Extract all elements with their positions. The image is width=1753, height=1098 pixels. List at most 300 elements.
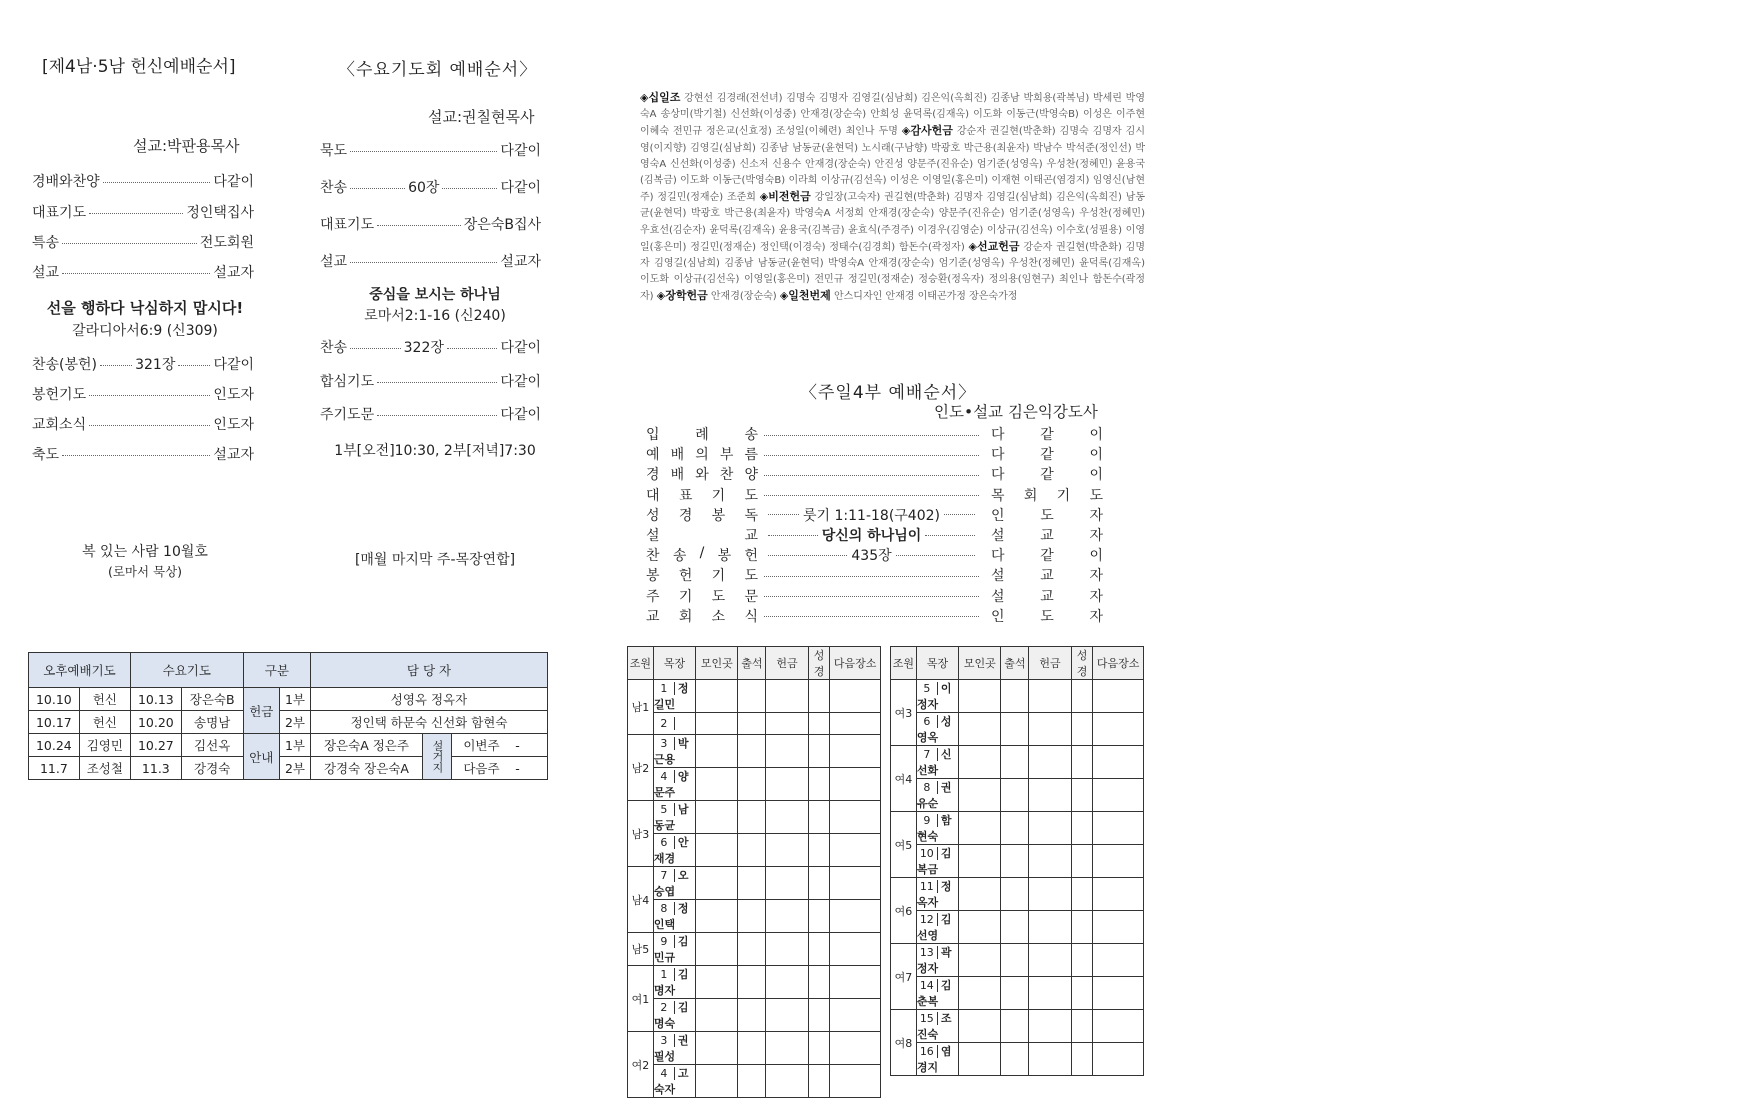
sec1-sermon-ref: 갈라디아서6:9 (신309): [72, 323, 218, 339]
member-number: 4: [654, 1067, 675, 1080]
member-number: 13: [917, 946, 938, 959]
member-name: 김복금: [916, 847, 952, 876]
member-name: 조진숙: [916, 1012, 952, 1041]
dot-leader: [89, 395, 210, 396]
duty-name: 헌신: [79, 711, 130, 734]
group-blank-cell: [808, 801, 830, 834]
dot-leader: [768, 535, 818, 536]
order-item-value: 다같이: [500, 340, 542, 356]
group-blank-cell: [1001, 812, 1029, 845]
group-label: 여2: [628, 1032, 654, 1098]
service-row: [646, 545, 1103, 565]
service-item-char: 기: [1056, 487, 1071, 504]
duty-date: 10.13: [130, 688, 181, 711]
duty-date: 10.27: [130, 734, 181, 757]
group-header-cell: 성경: [808, 647, 830, 680]
service-item-char: 소: [711, 608, 726, 625]
service-item-char: 배: [670, 467, 685, 484]
order-item-label: 축도: [32, 447, 60, 463]
order-item-label: 주기도문: [320, 407, 375, 423]
group-header-cell: 다음장소: [1093, 647, 1144, 680]
service-item-char: 양: [744, 467, 758, 484]
service-item-char: 같: [1040, 467, 1054, 484]
service-item-char: 경: [678, 507, 693, 524]
service-item-char: 다: [991, 447, 1005, 464]
duty-header: 오후예배기도: [29, 653, 131, 688]
member-number: 10: [917, 847, 938, 860]
member-number: 6: [917, 715, 938, 728]
group-blank-cell: [1001, 977, 1029, 1010]
duty-part: 1부: [279, 688, 310, 711]
group-blank-cell: [1071, 1043, 1093, 1076]
duty-name: 송명남: [181, 711, 243, 734]
group-row: [628, 933, 881, 966]
service-item-label: [646, 485, 758, 505]
group-row: [891, 779, 1144, 812]
group-blank-cell: [1093, 713, 1144, 746]
group-blank-cell: [766, 900, 808, 933]
group-blank-cell: [696, 1065, 738, 1098]
member-number: 6: [654, 836, 675, 849]
member-name: 양문주: [653, 770, 689, 800]
member-number: 8: [654, 902, 675, 915]
group-blank-cell: [959, 845, 1001, 878]
group-blank-cell: [1029, 812, 1071, 845]
duty-name: 장은숙B: [181, 688, 243, 711]
order-item-detail: 322장: [403, 340, 444, 356]
group-row: [891, 812, 1144, 845]
service-item-char: 이: [1089, 467, 1103, 484]
group-label: 여7: [891, 944, 917, 1010]
group-member: [653, 867, 695, 900]
group-blank-cell: [1071, 845, 1093, 878]
member-name: [675, 717, 678, 730]
order-row: [320, 177, 541, 197]
service-item-char: 송: [744, 427, 758, 443]
member-name: 오승엽: [653, 869, 689, 899]
sec2-sermon-title: 중심을 보시는 하나님: [369, 287, 501, 303]
group-label: 여5: [891, 812, 917, 878]
sec3-title: 〈주일4부 예배순서〉: [800, 383, 977, 403]
group-blank-cell: [738, 834, 766, 867]
group-member: [653, 680, 695, 713]
service-item-char: 교: [1040, 568, 1054, 585]
service-item-label: [646, 545, 758, 565]
dot-leader: [447, 348, 498, 349]
group-blank-cell: [738, 713, 766, 735]
order-item-label: 특송: [32, 235, 60, 251]
service-item-char: 도: [744, 568, 758, 585]
group-member: [916, 779, 958, 812]
group-blank-cell: [696, 900, 738, 933]
service-item-char: 회: [1023, 487, 1038, 504]
group-blank-cell: [738, 1065, 766, 1098]
group-header-cell: 조원: [628, 647, 654, 680]
group-blank-cell: [738, 900, 766, 933]
group-blank-cell: [766, 966, 808, 999]
service-item-value: [991, 444, 1103, 464]
member-name: 이정자: [916, 682, 952, 711]
dot-leader: [89, 213, 183, 214]
member-name: 신선화: [916, 748, 952, 777]
group-blank-cell: [1001, 680, 1029, 713]
order-item-detail: 60장: [408, 180, 440, 196]
order-item-value: 장은숙B집사: [463, 217, 541, 233]
member-number: 5: [654, 803, 675, 816]
sec1-preacher: 설교:박판용목사: [133, 137, 240, 155]
group-row: [628, 735, 881, 768]
order-item-detail: 321장: [135, 357, 176, 373]
service-item-detail: 435장: [851, 548, 892, 565]
service-item-char: 기: [711, 568, 726, 585]
service-item-value: [991, 606, 1103, 626]
dot-leader: [377, 225, 461, 226]
group-blank-cell: [766, 768, 808, 801]
group-blank-cell: [1001, 944, 1029, 977]
service-item-char: 송: [672, 548, 687, 565]
service-item-char: 자: [1089, 507, 1103, 524]
order-row: [320, 404, 541, 424]
group-header-row: [628, 647, 881, 680]
group-blank-cell: [766, 999, 808, 1032]
member-number: 9: [917, 814, 938, 827]
duty-table: [28, 652, 548, 780]
service-item-char: /: [699, 545, 705, 562]
group-label: 남1: [628, 680, 654, 735]
service-item-label: [646, 565, 758, 585]
order-item-label: 설교: [320, 254, 348, 270]
group-member: [653, 834, 695, 867]
group-header-row: [891, 647, 1144, 680]
group-blank-cell: [959, 1043, 1001, 1076]
order-item-value: 설교자: [213, 265, 254, 281]
service-item-label: [646, 505, 758, 525]
group-label: 남3: [628, 801, 654, 867]
member-number: 1: [654, 968, 675, 981]
service-item-char: 표: [678, 487, 693, 504]
group-blank-cell: [808, 1032, 830, 1065]
group-blank-cell: [1093, 878, 1144, 911]
dot-leader: [62, 273, 210, 274]
order-item-value: 다같이: [500, 143, 541, 159]
group-blank-cell: [830, 768, 881, 801]
group-blank-cell: [808, 768, 830, 801]
group-row: [628, 680, 881, 713]
group-blank-cell: [696, 867, 738, 900]
order-row: [320, 251, 541, 271]
group-blank-cell: [696, 999, 738, 1032]
service-item-char: 인: [991, 608, 1005, 625]
member-name: 정옥자: [916, 880, 952, 909]
duty-date: 11.7: [29, 757, 80, 780]
member-name: 염경지: [916, 1045, 952, 1074]
group-label: 여4: [891, 746, 917, 812]
offering-names: 안스디자인 안재경 이태곤가정 장은숙가정: [830, 291, 1018, 303]
group-row: [891, 713, 1144, 746]
service-item-char: 회: [678, 608, 693, 625]
group-blank-cell: [1001, 1010, 1029, 1043]
duty-header: 수요기도: [130, 653, 243, 688]
member-name: 고숙자: [653, 1067, 689, 1097]
member-name: 정길민: [653, 682, 689, 711]
service-item-char: 도: [711, 588, 726, 605]
group-header-cell: 출석: [738, 647, 766, 680]
duty-names: 장은숙A 정은주: [311, 734, 423, 757]
service-item-char: 다: [991, 427, 1005, 443]
order-item-value: 설교자: [213, 447, 254, 463]
group-member: [653, 801, 695, 834]
group-header-cell: 목장: [653, 647, 695, 680]
group-label: 여8: [891, 1010, 917, 1076]
service-row: [646, 424, 1103, 444]
group-blank-cell: [830, 1065, 881, 1098]
dot-leader: [377, 382, 497, 383]
group-blank-cell: [766, 834, 808, 867]
service-item-char: 헌: [744, 548, 758, 565]
group-blank-cell: [808, 966, 830, 999]
service-item-char: 교: [1040, 528, 1054, 544]
service-row: [646, 444, 1103, 464]
sec2-footer: [매월 마지막 주-목장연합]: [354, 552, 516, 568]
duty-extra-dash: -: [515, 761, 520, 776]
group-blank-cell: [766, 867, 808, 900]
service-item-detail: 룻기 1:11-18(구402): [803, 507, 940, 524]
group-member: [916, 746, 958, 779]
dot-leader: [89, 425, 210, 426]
duty-part: 1부: [279, 734, 310, 757]
service-row: [646, 485, 1103, 505]
offering-names: 강현선 김경래(전선녀) 김명숙 김명자 김영길(심남희) 김은익(옥희진) 김종남 박희용(곽복님) 박세린 박영숙A 송상미(박기철) 신선화(이성중) 안재경(장순숙) 안희성 윤덕록(김재옥) 이도화 이동근(박영숙B) 이성은 이주현 이혜숙 전민규 정은교(신효정) 조성일(이혜련) 최인나 두명: [640, 93, 1145, 138]
group-blank-cell: [959, 1010, 1001, 1043]
group-blank-cell: [1071, 680, 1093, 713]
dot-leader: [350, 151, 497, 152]
duty-name: 강경숙: [181, 757, 243, 780]
order-row: [32, 232, 254, 252]
group-header-cell: 모인곳: [696, 647, 738, 680]
group-row: [628, 867, 881, 900]
service-item-char: 이: [1089, 548, 1103, 565]
group-member: [916, 944, 958, 977]
service-item-char: 배: [670, 447, 685, 464]
duty-extra-name: 다음주: [463, 761, 500, 776]
order-row: [32, 384, 254, 404]
order-row: [320, 140, 541, 160]
service-item-char: 름: [744, 447, 758, 464]
group-row: [628, 801, 881, 834]
member-name: 김춘복: [916, 979, 952, 1008]
group-row: [628, 1065, 881, 1098]
order-item-label: 봉헌기도: [32, 387, 87, 403]
duty-part: 2부: [279, 757, 310, 780]
service-item-char: 자: [1089, 608, 1103, 625]
member-number: 7: [917, 748, 938, 761]
group-blank-cell: [738, 768, 766, 801]
dot-leader: [896, 555, 975, 556]
group-header-cell: 헌금: [1029, 647, 1071, 680]
dot-leader: [350, 188, 405, 189]
group-blank-cell: [830, 933, 881, 966]
service-item-char: 입: [646, 427, 660, 443]
order-row: [32, 171, 254, 191]
group-blank-cell: [808, 834, 830, 867]
group-blank-cell: [1001, 845, 1029, 878]
group-member: [916, 878, 958, 911]
duty-extra: [451, 734, 547, 757]
service-item-value: [991, 586, 1103, 606]
group-blank-cell: [1029, 713, 1071, 746]
service-item-middle: [764, 525, 979, 545]
group-blank-cell: [959, 812, 1001, 845]
service-item-value: [991, 565, 1103, 585]
group-blank-cell: [830, 680, 881, 713]
dot-leader: [944, 514, 975, 515]
order-item-label: 교회소식: [32, 417, 87, 433]
service-item-char: 식: [744, 608, 758, 625]
order-item-value: 정인택집사: [186, 205, 254, 221]
group-blank-cell: [696, 801, 738, 834]
group-blank-cell: [766, 801, 808, 834]
service-item-char: 같: [1040, 447, 1054, 464]
order-item-label: 대표기도: [32, 205, 87, 221]
group-blank-cell: [830, 999, 881, 1032]
group-blank-cell: [959, 713, 1001, 746]
group-label: 여6: [891, 878, 917, 944]
sec2-preacher: 설교:권칠현목사: [428, 108, 535, 126]
service-item-char: 다: [991, 467, 1005, 484]
group-member: [653, 713, 695, 735]
group-blank-cell: [738, 867, 766, 900]
duty-part: 2부: [279, 711, 310, 734]
group-blank-cell: [1029, 779, 1071, 812]
order-item-label: 찬송: [320, 340, 348, 356]
sec2-title: 〈수요기도회 예배순서〉: [338, 60, 538, 80]
group-blank-cell: [1071, 713, 1093, 746]
service-item-char: 례: [695, 427, 709, 443]
group-blank-cell: [808, 933, 830, 966]
group-member: [653, 900, 695, 933]
group-blank-cell: [1029, 845, 1071, 878]
group-blank-cell: [766, 1032, 808, 1065]
group-blank-cell: [1001, 746, 1029, 779]
group-row: [628, 768, 881, 801]
service-item-char: 봉: [646, 568, 660, 585]
service-item-char: 헌: [678, 568, 693, 585]
service-row: [646, 586, 1103, 606]
group-label: 남4: [628, 867, 654, 933]
service-item-value: [991, 525, 1103, 545]
group-label: 여3: [891, 680, 917, 746]
member-name: 김명자: [653, 968, 689, 998]
group-header-cell: 출석: [1001, 647, 1029, 680]
service-item-middle: [764, 505, 979, 525]
group-blank-cell: [766, 680, 808, 713]
dot-leader: [925, 535, 975, 536]
dot-leader: [62, 243, 197, 244]
service-item-char: 봉: [711, 507, 726, 524]
group-blank-cell: [738, 1032, 766, 1065]
group-blank-cell: [1093, 779, 1144, 812]
member-name: 성영옥: [916, 715, 952, 744]
sec1-title: [제4남·5남 헌신예배순서]: [42, 57, 236, 77]
order-row: [320, 371, 541, 391]
member-number: 4: [654, 770, 675, 783]
group-row: [628, 999, 881, 1032]
group-member: [916, 845, 958, 878]
group-blank-cell: [1001, 878, 1029, 911]
group-blank-cell: [1071, 746, 1093, 779]
dot-leader: [764, 495, 979, 496]
group-row: [891, 911, 1144, 944]
service-item-char: 도: [1089, 487, 1103, 504]
group-blank-cell: [766, 735, 808, 768]
group-blank-cell: [830, 735, 881, 768]
group-blank-cell: [738, 735, 766, 768]
order-item-label: 찬송(봉헌): [32, 357, 98, 373]
group-blank-cell: [1093, 944, 1144, 977]
order-row: [320, 214, 541, 234]
group-blank-cell: [1093, 845, 1144, 878]
service-item-char: 부: [719, 447, 734, 464]
offering-names: 강일장(고숙자) 권길현(박춘화) 김명자 김영길(심남희) 김은익(옥희진) 남동균(윤현덕) 박광호 박근용(최윤자) 박영숙A 서정희 안재경(장순숙) 양문주(진유순) 엄기준(성영옥) 우성찬(정혜민) 우효선(김순자) 윤덕록(김재옥) 윤용국(김복금) 윤효식(주경주) 이경우(김영순) 이상규(김선옥) 이수호(성필용) 이영일(홍은미) 정길민(정재순) 정인택(이경숙) 정태수(김경희) 함돈수(곽정자): [640, 192, 1145, 253]
offering-label: ◈십일조: [640, 91, 681, 104]
dot-leader: [442, 188, 497, 189]
group-blank-cell: [830, 801, 881, 834]
service-item-label: [646, 464, 758, 484]
group-blank-cell: [1093, 680, 1144, 713]
duty-name: 조성철: [79, 757, 130, 780]
group-blank-cell: [1029, 878, 1071, 911]
sec1-sermon-title: 선을 행하다 낙심하지 맙시다!: [46, 299, 244, 317]
group-blank-cell: [959, 680, 1001, 713]
service-item-char: 자: [1089, 528, 1103, 544]
service-item-char: 이: [1089, 427, 1103, 443]
service-row: [646, 464, 1103, 484]
service-item-char: 설: [646, 528, 660, 544]
group-row: [891, 680, 1144, 713]
service-item-char: 인: [991, 507, 1005, 524]
member-number: 9: [654, 935, 675, 948]
group-blank-cell: [808, 867, 830, 900]
group-blank-cell: [830, 966, 881, 999]
duty-date: 10.24: [29, 734, 80, 757]
member-number: 7: [654, 869, 675, 882]
group-blank-cell: [808, 680, 830, 713]
order-item-value: 다같이: [500, 374, 541, 390]
order-row: [32, 202, 254, 222]
service-item-char: 설: [991, 528, 1005, 544]
group-blank-cell: [696, 966, 738, 999]
group-member: [653, 735, 695, 768]
group-blank-cell: [830, 1032, 881, 1065]
group-blank-cell: [1093, 1043, 1144, 1076]
service-item-char: 기: [711, 487, 726, 504]
group-blank-cell: [1093, 911, 1144, 944]
service-item-char: 독: [744, 507, 758, 524]
order-item-value: 인도자: [213, 387, 254, 403]
group-row: [891, 977, 1144, 1010]
group-blank-cell: [1071, 878, 1093, 911]
dot-leader: [377, 415, 497, 416]
dot-leader: [768, 514, 799, 515]
group-blank-cell: [1071, 911, 1093, 944]
service-item-char: 예: [646, 447, 660, 464]
service-item-char: 의: [695, 447, 709, 464]
group-row: [891, 944, 1144, 977]
group-label: 여1: [628, 966, 654, 1032]
group-blank-cell: [1071, 977, 1093, 1010]
group-blank-cell: [1029, 1010, 1071, 1043]
duty-names: 성영옥 정옥자: [311, 688, 548, 711]
